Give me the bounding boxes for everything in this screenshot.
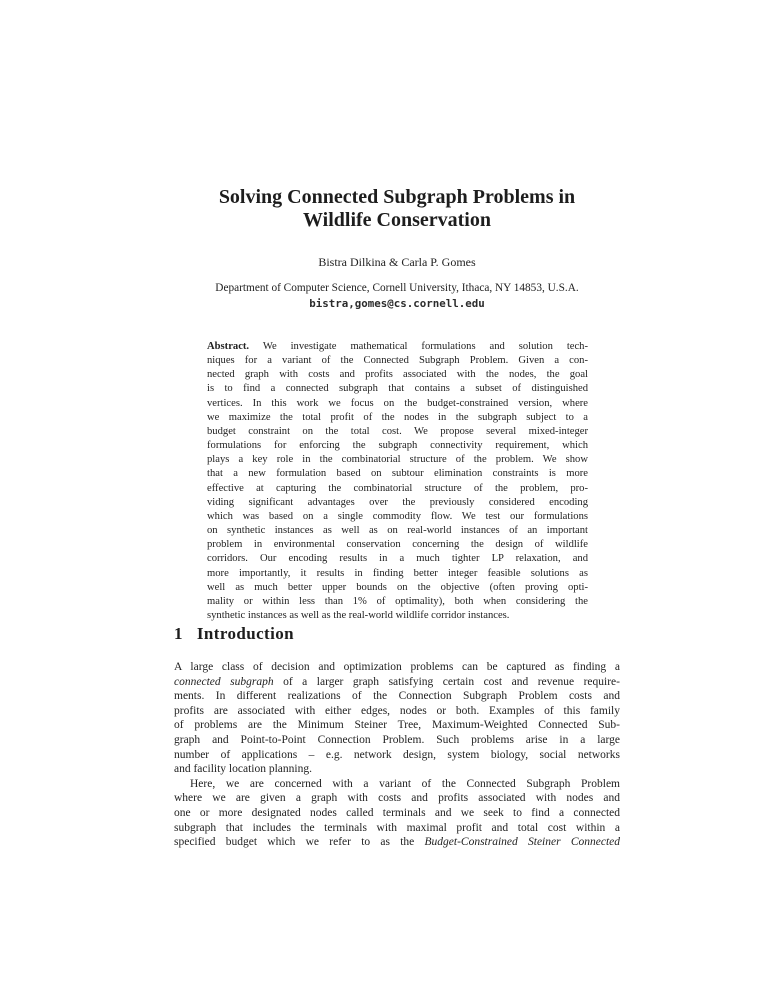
text-line: which was based on a single commodity flow. We test our formulations: [207, 510, 588, 522]
text-line: profits are associated with either edges, nodes or both. Examples of this family: [174, 704, 620, 717]
page-content: [174, 0, 620, 994]
text-line: effective at capturing the combinatorial structure of the problem, pro-: [207, 482, 588, 494]
text-line: plays a key role in the combinatorial structure of the problem. We show: [207, 454, 588, 466]
paper-affiliation: Department of Computer Science, Cornell University, Ithaca, NY 14853, U.S.A.: [215, 282, 579, 294]
paper-title-line1: Solving Connected Subgraph Problems in: [218, 186, 576, 208]
text-line: formulations for enforcing the subgraph connectivity requirement, which: [207, 440, 588, 452]
text-line: Here, we are concerned with a variant of the Connected Subgraph Problem: [190, 777, 620, 790]
text-line: graph and Point-to-Point Connection Problem. Such problems arise in a large: [174, 733, 620, 746]
paragraph: [174, 777, 620, 850]
text-line: on synthetic instances as well as on real-world instances of an important: [207, 525, 588, 537]
text-line: more importantly, it results in finding better integer feasible solutions as: [207, 567, 588, 579]
text-line: well as much better upper bounds on the objective (often proving opti-: [207, 581, 588, 593]
text-line: one or more designated nodes called terminals and we seek to find a connected: [174, 806, 620, 819]
text-line: viding significant advantages over the previously considered encoding: [207, 496, 588, 508]
paper-title: [174, 186, 620, 232]
text-line: synthetic instances as well as the real-world wildlife corridor instances.: [207, 609, 510, 621]
text-line: vertices. In this work we focus on the budget-constrained version, where: [207, 397, 588, 409]
section-title: Introduction: [196, 624, 294, 643]
text-line: ments. In different realizations of the Connection Subgraph Problem costs and: [174, 690, 620, 703]
text-line: of problems are the Minimum Steiner Tree, Maximum-Weighted Connected Sub-: [174, 719, 620, 732]
text-line: and facility location planning.: [174, 763, 312, 776]
introduction-text: [174, 660, 620, 850]
text-line: niques for a variant of the Connected Subgraph Problem. Given a con-: [207, 355, 588, 367]
text-line: subgraph that includes the terminals with maximal profit and total cost within a: [174, 821, 620, 834]
text-line: is to find a connected subgraph that contains a subset of distinguished: [207, 383, 588, 395]
text-line: A large class of decision and optimization problems can be captured as finding a: [174, 661, 620, 673]
text-line: we maximize the total profit of the nodes in the subgraph subject to a: [207, 411, 588, 423]
text-line: that a new formulation based on subtour elimination constraints is more: [207, 468, 588, 480]
text-line: where we are given a graph with costs and profits associated with nodes and: [174, 792, 620, 805]
text-line: mality or within less than 1% of optimality), both when considering the: [207, 595, 588, 607]
section-heading-introduction: [174, 624, 620, 644]
text-line: budget constraint on the total cost. We propose several mixed-integer: [207, 425, 588, 437]
paper-authors: Bistra Dilkina & Carla P. Gomes: [318, 255, 476, 269]
section-number: 1: [174, 624, 183, 643]
text-line: Abstract. We investigate mathematical formulations and solution tech-: [207, 341, 588, 352]
paper-title-line2: Wildlife Conservation: [303, 209, 491, 231]
text-line: specified budget which we refer to as the Budget-Constrained Steiner Connected: [174, 836, 620, 849]
paragraph: [174, 660, 620, 777]
text-line: problem in environmental conservation concerning the design of wildlife: [207, 539, 588, 551]
paper-email: bistra,gomes@cs.cornell.edu: [309, 297, 485, 310]
text-line: connected subgraph of a larger graph satisfying certain cost and revenue require-: [174, 675, 620, 688]
text-line: nected graph with costs and profits associated with the nodes, the goal: [207, 369, 588, 381]
text-line: number of applications – e.g. network design, system biology, social networks: [174, 748, 620, 761]
abstract-block: [207, 340, 588, 623]
text-line: corridors. Our encoding results in a much tighter LP relaxation, and: [207, 553, 588, 565]
